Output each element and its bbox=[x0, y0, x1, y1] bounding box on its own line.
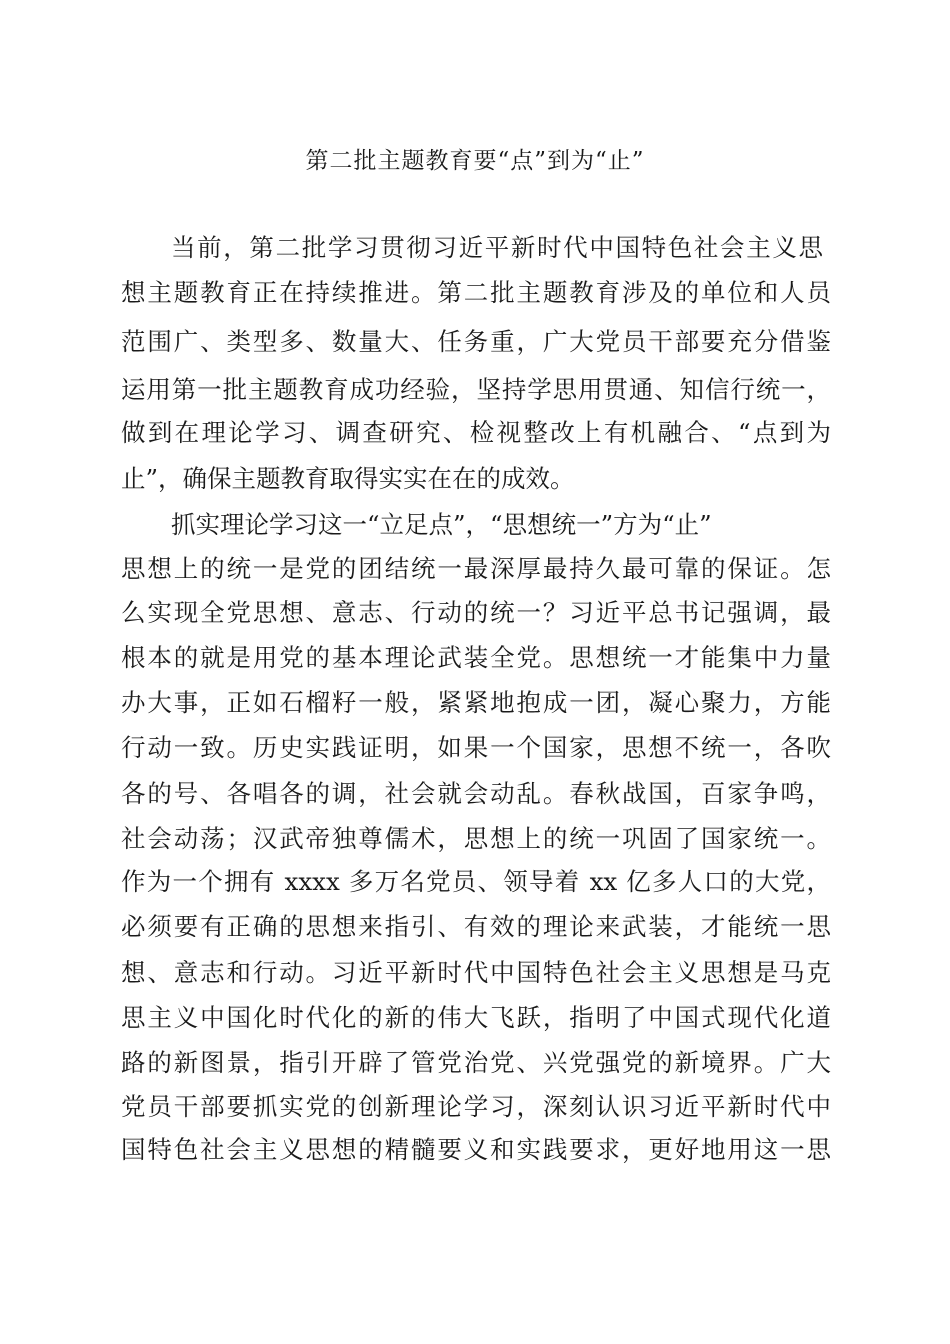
paragraph-line: 办大事，正如石榴籽一般，紧紧地抱成一团，凝心聚力，方能 bbox=[121, 688, 831, 717]
paragraph-line: 国特色社会主义思想的精髓要义和实践要求，更好地用这一思 bbox=[121, 1135, 831, 1164]
paragraph-line: 党员干部要抓实党的创新理论学习，深刻认识习近平新时代中 bbox=[121, 1092, 831, 1121]
paragraph-line: 根本的就是用党的基本理论武装全党。思想统一才能集中力量 bbox=[121, 643, 831, 672]
paragraph-line: 思想上的统一是党的团结统一最深厚最持久最可靠的保证。怎 bbox=[121, 554, 831, 583]
document-title: 第二批主题教育要“点”到为“止” bbox=[305, 148, 645, 174]
paragraph-line: 行动一致。历史实践证明，如果一个国家，思想不统一，各吹 bbox=[121, 733, 831, 762]
paragraph-line: 范围广、类型多、数量大、任务重，广大党员干部要充分借鉴 bbox=[121, 327, 831, 356]
paragraph-line: 必须要有正确的思想来指引、有效的理论来武装，才能统一思 bbox=[121, 912, 831, 941]
paragraph-line: 止”，确保主题教育取得实实在在的成效。 bbox=[121, 464, 575, 493]
paragraph-line: 做到在理论学习、调查研究、检视整改上有机融合、“点到为 bbox=[121, 418, 831, 447]
paragraph-line: 想、意志和行动。习近平新时代中国特色社会主义思想是马克 bbox=[121, 958, 831, 987]
paragraph-line: 路的新图景，指引开辟了管党治党、兴党强党的新境界。广大 bbox=[121, 1048, 831, 1077]
paragraph-line: 社会动荡；汉武帝独尊儒术，思想上的统一巩固了国家统一。 bbox=[121, 824, 831, 853]
paragraph-line: 各的号、各唱各的调，社会就会动乱。春秋战国，百家争鸣， bbox=[121, 779, 831, 808]
paragraph-line: 么实现全党思想、意志、行动的统一？习近平总书记强调，最 bbox=[121, 598, 831, 627]
paragraph-line: 当前，第二批学习贯彻习近平新时代中国特色社会主义思 bbox=[171, 233, 823, 262]
paragraph-line: 运用第一批主题教育成功经验，坚持学思用贯通、知信行统一， bbox=[121, 375, 831, 404]
paragraph-line: 作为一个拥有 xxxx 多万名党员、领导着 xx 亿多人口的大党， bbox=[121, 867, 831, 896]
paragraph-line: 思主义中国化时代化的新的伟大飞跃，指明了中国式现代化道 bbox=[121, 1003, 831, 1032]
paragraph-line: 想主题教育正在持续推进。第二批主题教育涉及的单位和人员 bbox=[121, 278, 831, 307]
section-heading: 抓实理论学习这一“立足点”，“思想统一”方为“止” bbox=[171, 510, 712, 539]
